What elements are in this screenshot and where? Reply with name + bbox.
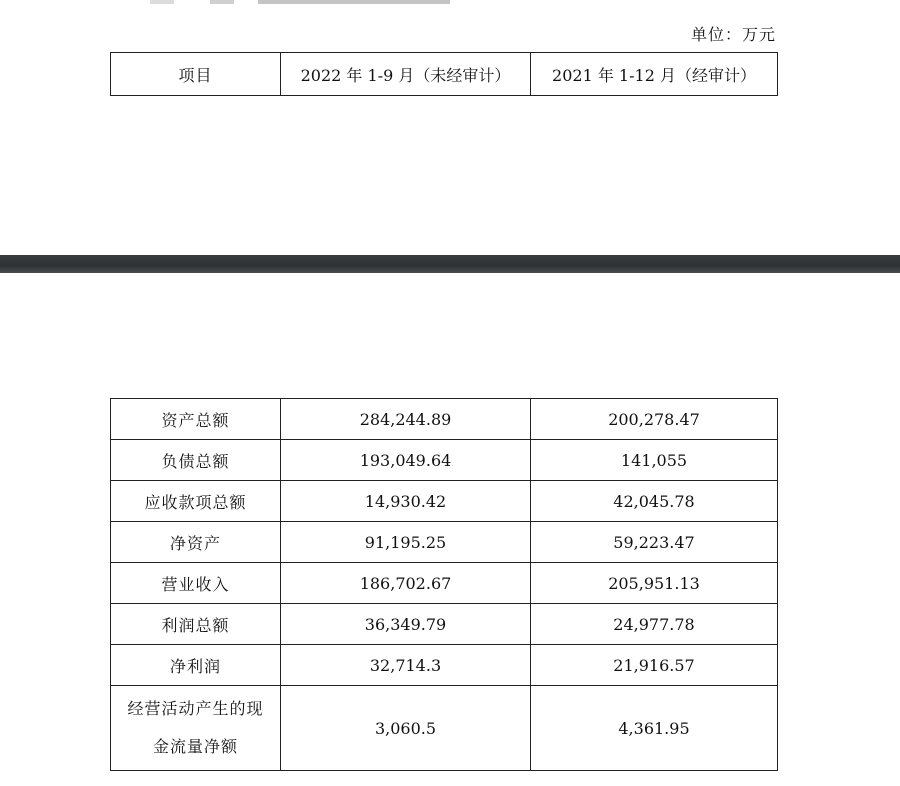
value-2021: 21,916.57: [531, 645, 778, 686]
header-table: [110, 52, 778, 96]
value-2021: 200,278.47: [531, 399, 778, 440]
row-label-line-1: 经营活动产生的现: [127, 699, 264, 718]
table-row: [111, 522, 778, 563]
table-row: [111, 645, 778, 686]
header-period-2021: 2021 年 1-12 月（经审计）: [531, 53, 778, 96]
row-label: 应收款项总额: [111, 481, 281, 522]
table-row: [111, 563, 778, 604]
header-period-2022: 2022 年 1-9 月（未经审计）: [281, 53, 531, 96]
value-2022: 14,930.42: [281, 481, 531, 522]
value-2021: 4,361.95: [531, 686, 778, 771]
header-item: 项目: [111, 53, 281, 96]
cropped-text-fragment: [150, 0, 450, 4]
row-label: [111, 686, 281, 771]
value-2021: 205,951.13: [531, 563, 778, 604]
value-2022: 193,049.64: [281, 440, 531, 481]
header-row: [111, 53, 778, 96]
value-2022: 3,060.5: [281, 686, 531, 771]
value-2022: 91,195.25: [281, 522, 531, 563]
financial-data-table: [110, 398, 778, 771]
row-label-line-2: 金流量净额: [152, 737, 238, 756]
table-row: [111, 440, 778, 481]
row-label: 营业收入: [111, 563, 281, 604]
row-label: 负债总额: [111, 440, 281, 481]
row-label: 利润总额: [111, 604, 281, 645]
row-label: 净利润: [111, 645, 281, 686]
value-2021: 24,977.78: [531, 604, 778, 645]
value-2022: 36,349.79: [281, 604, 531, 645]
unit-label: 单位：万元: [690, 25, 776, 44]
value-2021: 59,223.47: [531, 522, 778, 563]
row-label: 净资产: [111, 522, 281, 563]
row-label: 资产总额: [111, 399, 281, 440]
value-2022: 32,714.3: [281, 645, 531, 686]
value-2021: 141,055: [531, 440, 778, 481]
value-2022: 284,244.89: [281, 399, 531, 440]
table-row: [111, 604, 778, 645]
page-divider-bar: [0, 255, 900, 273]
table-row: [111, 399, 778, 440]
table-row: [111, 481, 778, 522]
value-2021: 42,045.78: [531, 481, 778, 522]
value-2022: 186,702.67: [281, 563, 531, 604]
table-row: [111, 686, 778, 771]
